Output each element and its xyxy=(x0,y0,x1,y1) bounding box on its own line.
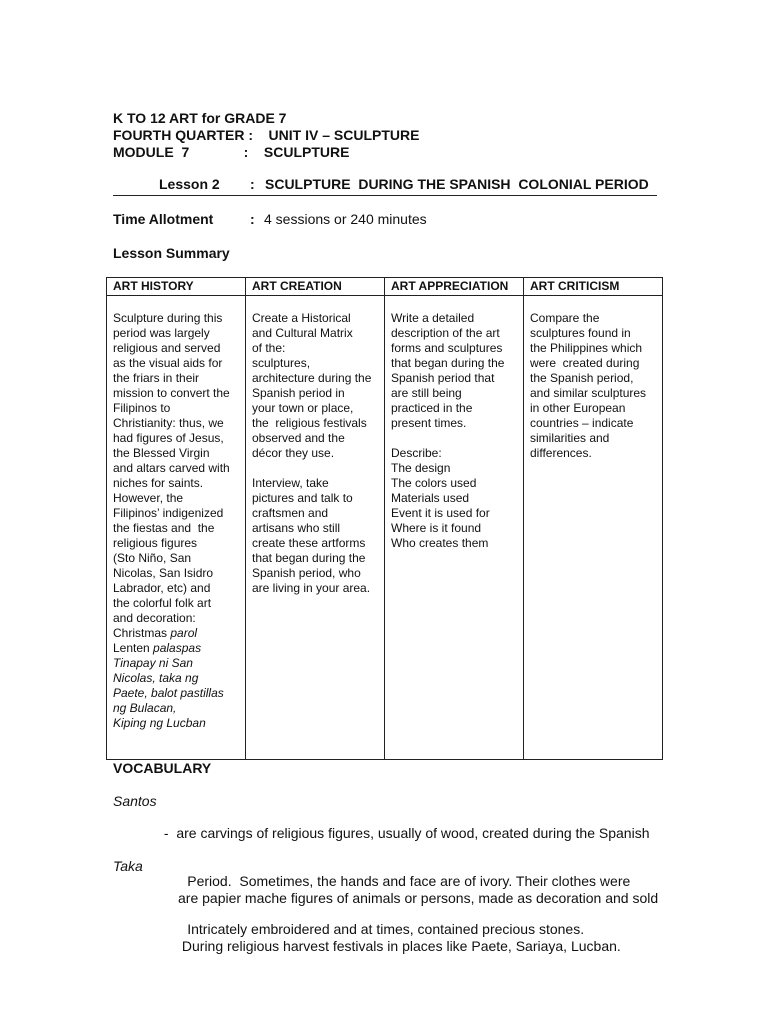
creation-line: sculptures, xyxy=(252,356,311,370)
history-line: (Sto Niño, San xyxy=(113,551,192,565)
christmas-prefix: Christmas xyxy=(113,626,171,640)
history-line: and decoration: xyxy=(113,611,196,625)
creation-line: the religious festivals xyxy=(252,416,367,430)
history-lenten-line xyxy=(113,641,239,656)
creation-line: create these artforms xyxy=(252,536,366,550)
taka-term: Taka xyxy=(113,858,143,874)
criticism-line: Compare the xyxy=(530,311,600,325)
history-line: the colorful folk art xyxy=(113,596,212,610)
lesson-summary-heading: Lesson Summary xyxy=(113,245,230,261)
criticism-line: sculptures found in xyxy=(530,326,631,340)
history-line: the fiestas and the xyxy=(113,521,215,535)
header-art-history: ART HISTORY xyxy=(107,278,246,296)
lesson-label: Lesson 2 xyxy=(159,176,220,192)
history-line: religious and served xyxy=(113,341,221,355)
header-divider xyxy=(113,195,657,196)
santos-def-line: - are carvings of religious figures, usually of wood, created during the Spanish xyxy=(160,825,650,841)
creation-line: observed and the xyxy=(252,431,345,445)
history-line: and altars carved with xyxy=(113,461,230,475)
criticism-line: were created during xyxy=(530,356,640,370)
quarter-unit: FOURTH QUARTER : UNIT IV – SCULPTURE xyxy=(113,127,420,143)
appreciation-line: Where is it found xyxy=(391,521,482,535)
creation-line: Spanish period in xyxy=(252,386,345,400)
header-art-creation: ART CREATION xyxy=(246,278,385,296)
history-line: Nicolas, San Isidro xyxy=(113,566,214,580)
art-creation-cell xyxy=(246,296,385,760)
creation-line: artisans who still xyxy=(252,521,341,535)
creation-line: and Cultural Matrix xyxy=(252,326,353,340)
history-italic-line: Nicolas, taka ng xyxy=(113,671,199,685)
appreciation-line: present times. xyxy=(391,416,467,430)
art-appreciation-cell xyxy=(385,296,524,760)
creation-line: are living in your area. xyxy=(252,581,371,595)
appreciation-line: The colors used xyxy=(391,476,477,490)
history-line: niches for saints. xyxy=(113,476,204,490)
appreciation-line: Write a detailed xyxy=(391,311,475,325)
history-italic-line: Tinapay ni San xyxy=(113,656,193,670)
creation-line: Create a Historical xyxy=(252,311,351,325)
history-italic-line: Paete, balot pastillas xyxy=(113,686,224,700)
lesson-summary-table xyxy=(106,277,663,760)
lesson-title: SCULPTURE DURING THE SPANISH COLONIAL PERIOD xyxy=(265,176,649,192)
history-line: the Blessed Virgin xyxy=(113,446,210,460)
history-line: However, the xyxy=(113,491,184,505)
taka-def-line: During religious harvest festivals in places like Paete, Sariaya, Lucban. xyxy=(178,938,621,954)
criticism-line: and similar sculptures xyxy=(530,386,647,400)
history-line: mission to convert the xyxy=(113,386,230,400)
table-header-row xyxy=(107,278,663,296)
course-title: K TO 12 ART for GRADE 7 xyxy=(113,110,287,126)
appreciation-line: forms and sculptures xyxy=(391,341,503,355)
history-line: Christianity: thus, we xyxy=(113,416,224,430)
history-line: religious figures xyxy=(113,536,198,550)
table-row xyxy=(107,296,663,760)
criticism-line: differences. xyxy=(530,446,592,460)
history-line: had figures of Jesus, xyxy=(113,431,224,445)
history-christmas-line xyxy=(113,626,239,641)
creation-line: that began during the xyxy=(252,551,366,565)
creation-line: Interview, take xyxy=(252,476,329,490)
history-italic-line: Kiping ng Lucban xyxy=(113,716,206,730)
creation-line: architecture during the xyxy=(252,371,372,385)
history-line: Filipinos’ indigenized xyxy=(113,506,224,520)
history-line: as the visual aids for xyxy=(113,356,223,370)
criticism-line: the Spanish period, xyxy=(530,371,634,385)
lenten-item: palaspas xyxy=(153,641,202,655)
santos-def-line: Period. Sometimes, the hands and face are of ivory. Their clothes were xyxy=(160,873,631,889)
history-line: Labrador, etc) and xyxy=(113,581,211,595)
taka-definition xyxy=(178,858,658,986)
criticism-line: countries – indicate xyxy=(530,416,634,430)
creation-line: of the: xyxy=(252,341,286,355)
santos-def-line: Intricately embroidered and at times, contained precious stones. xyxy=(160,921,585,937)
history-line: the friars in their xyxy=(113,371,200,385)
art-criticism-cell xyxy=(524,296,663,760)
appreciation-line: The design xyxy=(391,461,451,475)
time-allotment-value: 4 sessions or 240 minutes xyxy=(264,211,427,227)
appreciation-line: description of the art xyxy=(391,326,500,340)
paragraph-gap xyxy=(391,431,517,446)
appreciation-line: Materials used xyxy=(391,491,470,505)
lesson-colon: : xyxy=(250,176,255,192)
appreciation-line: Event it is used for xyxy=(391,506,490,520)
creation-line: pictures and talk to xyxy=(252,491,353,505)
header-art-criticism: ART CRITICISM xyxy=(524,278,663,296)
lenten-prefix: Lenten xyxy=(113,641,154,655)
santos-term: Santos xyxy=(113,793,157,809)
history-line: Filipinos to xyxy=(113,401,171,415)
christmas-item: parol xyxy=(170,626,198,640)
criticism-line: in other European xyxy=(530,401,626,415)
appreciation-line: Describe: xyxy=(391,446,442,460)
creation-line: craftsmen and xyxy=(252,506,329,520)
criticism-line: the Philippines which xyxy=(530,341,643,355)
time-allotment-label: Time Allotment xyxy=(113,211,214,227)
history-italic-line: ng Bulacan, xyxy=(113,701,177,715)
criticism-line: similarities and xyxy=(530,431,610,445)
paragraph-gap xyxy=(252,461,378,476)
creation-line: décor they use. xyxy=(252,446,335,460)
module-line: MODULE 7 : SCULPTURE xyxy=(113,144,350,160)
vocabulary-heading: VOCABULARY xyxy=(113,760,212,776)
creation-line: Spanish period, who xyxy=(252,566,361,580)
appreciation-line: are still being xyxy=(391,386,462,400)
time-allotment-colon: : xyxy=(250,211,255,227)
creation-line: your town or place, xyxy=(252,401,354,415)
history-line: Sculpture during this xyxy=(113,311,223,325)
appreciation-line: that began during the xyxy=(391,356,505,370)
appreciation-line: Who creates them xyxy=(391,536,489,550)
art-history-cell xyxy=(107,296,246,760)
header-art-appreciation: ART APPRECIATION xyxy=(385,278,524,296)
history-line: period was largely xyxy=(113,326,210,340)
appreciation-line: Spanish period that xyxy=(391,371,495,385)
appreciation-line: practiced in the xyxy=(391,401,473,415)
taka-def-line: are papier mache figures of animals or persons, made as decoration and sold xyxy=(178,890,659,906)
